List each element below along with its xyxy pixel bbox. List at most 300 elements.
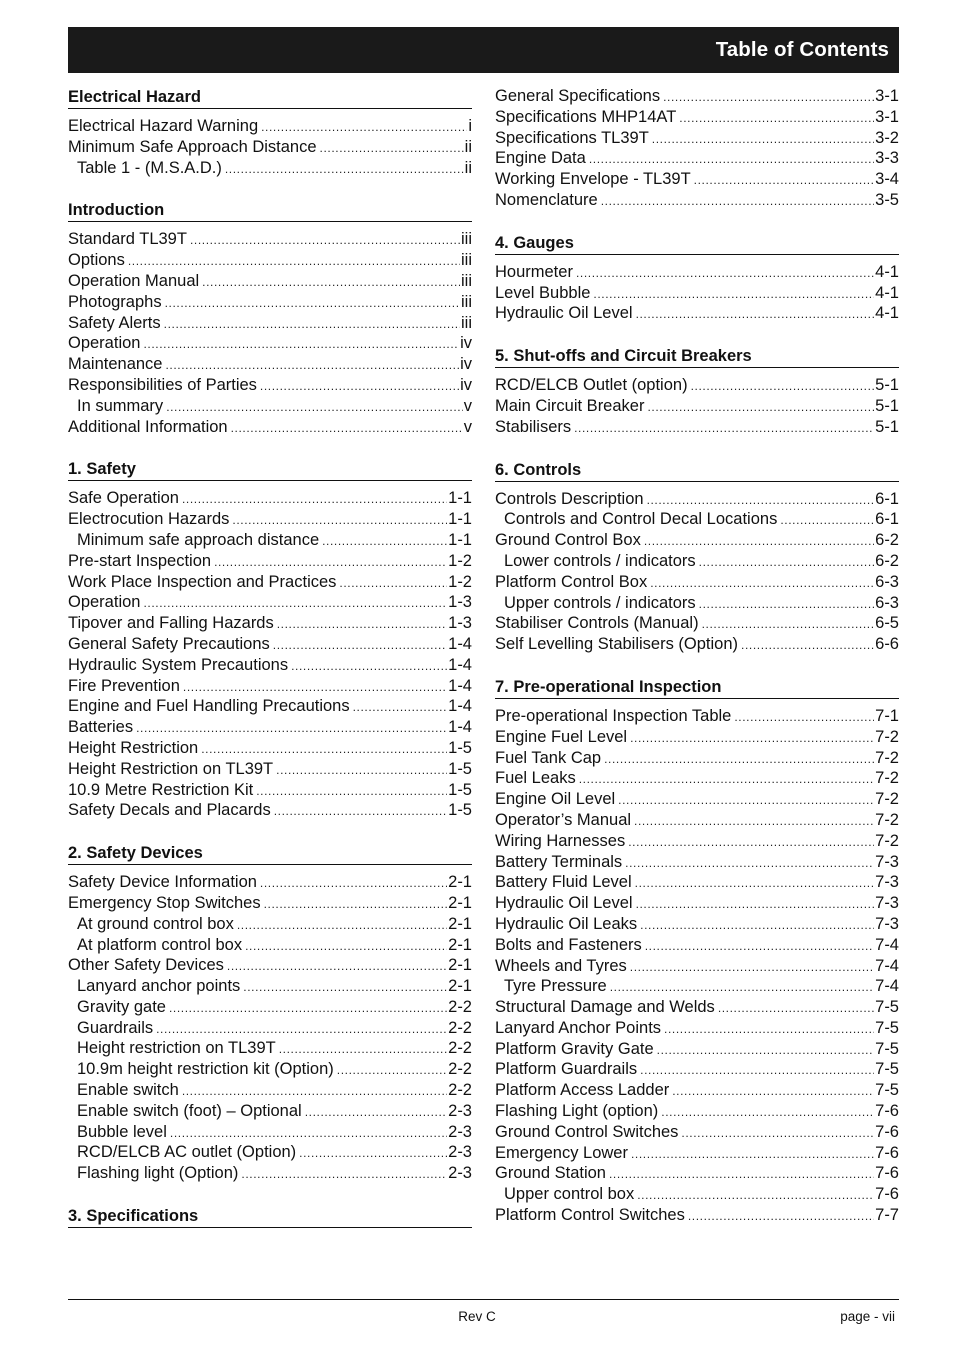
toc-entry[interactable] xyxy=(68,893,472,914)
toc-entry[interactable] xyxy=(495,997,899,1018)
toc-entry-page: 2-1 xyxy=(448,893,472,912)
toc-entry-page: 4-1 xyxy=(875,283,899,302)
toc-entry-label: Engine Data xyxy=(495,149,586,168)
toc-entry-label: Options xyxy=(68,251,125,270)
toc-entry[interactable] xyxy=(68,1142,472,1163)
toc-entry-label: Platform Gravity Gate xyxy=(495,1039,654,1058)
toc-entry-label: Ground Station xyxy=(495,1164,606,1183)
toc-entry[interactable] xyxy=(68,530,472,551)
toc-entry[interactable] xyxy=(495,1163,899,1184)
toc-entry-page: 7-6 xyxy=(875,1122,899,1141)
toc-entry[interactable] xyxy=(68,509,472,530)
toc-entry-label: Tyre Pressure xyxy=(504,977,607,996)
dot-leader xyxy=(702,614,875,635)
dot-leader xyxy=(718,998,874,1019)
toc-entry-page: 7-2 xyxy=(875,810,899,829)
toc-entry-page: 3-5 xyxy=(875,190,899,209)
toc-entry[interactable] xyxy=(68,592,472,613)
toc-entry-label: Standard TL39T xyxy=(68,230,187,249)
toc-entry[interactable] xyxy=(68,717,472,738)
toc-entry[interactable] xyxy=(68,1018,472,1039)
toc-entry-label: Safety Decals and Placards xyxy=(68,801,271,820)
toc-entry[interactable] xyxy=(68,955,472,976)
toc-entry-label: Platform Control Switches xyxy=(495,1206,685,1225)
toc-entry[interactable] xyxy=(68,696,472,717)
toc-entry[interactable] xyxy=(495,396,899,417)
toc-entry[interactable] xyxy=(495,935,899,956)
toc-entry-page: iii xyxy=(461,313,472,332)
toc-entry-page: 7-3 xyxy=(875,894,899,913)
toc-entry-label: Engine Fuel Level xyxy=(495,727,628,746)
toc-entry-page: 6-3 xyxy=(875,572,899,591)
dot-leader xyxy=(734,707,874,728)
toc-entry-page: 1-4 xyxy=(448,634,472,653)
toc-entry[interactable] xyxy=(68,1163,472,1184)
toc-entry-label: Wheels and Tyres xyxy=(495,956,627,975)
toc-entry[interactable] xyxy=(495,1059,899,1080)
dot-leader xyxy=(691,376,875,397)
toc-entry-label: Fire Prevention xyxy=(68,676,180,695)
toc-entry-label: Work Place Inspection and Practices xyxy=(68,572,337,591)
toc-entry-label: Bubble level xyxy=(77,1122,167,1141)
toc-entry[interactable] xyxy=(68,997,472,1018)
toc-entry-page: 7-2 xyxy=(875,831,899,850)
toc-entry-label: 10.9m height restriction kit (Option) xyxy=(77,1060,334,1079)
toc-entry[interactable] xyxy=(495,956,899,977)
toc-entry-page: 3-1 xyxy=(875,87,899,105)
dot-leader xyxy=(320,138,464,159)
toc-entry-label: General Specifications xyxy=(495,87,661,105)
toc-entry-label: Flashing Light (option) xyxy=(495,1102,659,1121)
toc-entry-label: In summary xyxy=(77,396,164,415)
toc-entry-label: Enable switch (foot) – Optional xyxy=(77,1101,302,1120)
toc-entry[interactable] xyxy=(68,551,472,572)
dot-leader xyxy=(260,873,447,894)
dot-leader xyxy=(579,769,874,790)
toc-entry[interactable] xyxy=(495,1080,899,1101)
toc-entry-label: Upper control box xyxy=(504,1185,635,1204)
toc-entry[interactable] xyxy=(495,107,899,128)
toc-entry-page: iii xyxy=(461,251,472,270)
dot-leader xyxy=(681,1123,874,1144)
dot-leader xyxy=(601,191,874,212)
dot-leader xyxy=(279,1039,447,1060)
toc-entry-label: Controls and Control Decal Locations xyxy=(504,510,778,529)
dot-leader xyxy=(169,998,447,1019)
dot-leader xyxy=(227,956,447,977)
toc-entry[interactable] xyxy=(495,634,899,655)
toc-entry[interactable] xyxy=(68,313,472,334)
toc-entry-label: Nomenclature xyxy=(495,190,598,209)
toc-entry-label: Hourmeter xyxy=(495,262,573,281)
dot-leader xyxy=(574,418,874,439)
dot-leader xyxy=(164,314,460,335)
toc-entry-page: 6-1 xyxy=(875,489,899,508)
dot-leader xyxy=(339,573,447,594)
toc-entry-page: 7-3 xyxy=(875,852,899,871)
dot-leader xyxy=(260,376,459,397)
toc-entry-label: Safety Device Information xyxy=(68,873,257,892)
toc-entry-label: Height Restriction on TL39T xyxy=(68,759,274,778)
dot-leader xyxy=(353,697,448,718)
dot-leader xyxy=(337,1060,447,1081)
toc-entry[interactable] xyxy=(68,800,472,821)
toc-entry[interactable] xyxy=(68,417,472,438)
dot-leader xyxy=(699,594,874,615)
toc-entry[interactable] xyxy=(495,169,899,190)
toc-entry-page: 1-4 xyxy=(448,676,472,695)
toc-entry[interactable] xyxy=(68,1080,472,1101)
toc-entry-label: Operation Manual xyxy=(68,271,200,290)
toc-entry[interactable] xyxy=(495,893,899,914)
toc-entry-label: Engine and Fuel Handling Precautions xyxy=(68,697,350,716)
dot-leader xyxy=(190,230,460,251)
toc-entry-page: 2-3 xyxy=(448,1122,472,1141)
toc-entry-label: Battery Terminals xyxy=(495,852,623,871)
toc-section xyxy=(68,1205,472,1228)
toc-entry-label: Lanyard Anchor Points xyxy=(495,1018,662,1037)
toc-entry-label: Operation xyxy=(68,334,141,353)
toc-entry-page: 6-1 xyxy=(875,510,899,529)
toc-entry[interactable] xyxy=(495,551,899,572)
toc-entry-page: 7-1 xyxy=(875,706,899,725)
toc-entry-page: 1-1 xyxy=(448,489,472,508)
toc-entry-label: Height restriction on TL39T xyxy=(77,1039,276,1058)
toc-entry[interactable] xyxy=(495,706,899,727)
toc-entry-label: Hydraulic Oil Level xyxy=(495,304,633,323)
toc-entry[interactable] xyxy=(495,1018,899,1039)
toc-entry-label: Other Safety Devices xyxy=(68,956,224,975)
dot-leader xyxy=(645,936,874,957)
dot-leader xyxy=(170,1123,447,1144)
toc-entry-label: Self Levelling Stabilisers (Option) xyxy=(495,635,739,654)
dot-leader xyxy=(182,1081,447,1102)
dot-leader xyxy=(647,397,874,418)
toc-entry-page: 7-6 xyxy=(875,1143,899,1162)
toc-entry[interactable] xyxy=(68,488,472,509)
toc-entry[interactable] xyxy=(495,190,899,211)
toc-entry-page: 7-4 xyxy=(875,935,899,954)
toc-section xyxy=(495,459,899,655)
dot-leader xyxy=(261,117,467,138)
section-heading: Electrical Hazard xyxy=(68,86,472,109)
dot-leader xyxy=(241,1164,447,1185)
toc-entry-label: Responsibilities of Parties xyxy=(68,375,257,394)
toc-entry-label: Hydraulic System Precautions xyxy=(68,655,289,674)
toc-column-right xyxy=(495,86,899,1247)
toc-entry-label: Stabilisers xyxy=(495,417,572,436)
toc-entry-label: Controls Description xyxy=(495,489,644,508)
toc-entry-label: Height Restriction xyxy=(68,738,199,757)
toc-entry-label: Batteries xyxy=(68,718,134,737)
dot-leader xyxy=(225,159,464,180)
toc-entry[interactable] xyxy=(68,250,472,271)
toc-entry[interactable] xyxy=(495,613,899,634)
toc-entry[interactable] xyxy=(495,417,899,438)
toc-entry-page: 7-5 xyxy=(875,1018,899,1037)
toc-entry-label: Level Bubble xyxy=(495,283,591,302)
toc-entry[interactable] xyxy=(495,1143,899,1164)
toc-entry-page: 2-1 xyxy=(448,914,472,933)
toc-section xyxy=(68,199,472,437)
toc-entry[interactable] xyxy=(495,128,899,149)
dot-leader xyxy=(276,760,447,781)
dot-leader xyxy=(635,873,874,894)
toc-entry-page: 7-6 xyxy=(875,1185,899,1204)
toc-entry[interactable] xyxy=(495,530,899,551)
toc-entry[interactable] xyxy=(495,593,899,614)
dot-leader xyxy=(652,129,874,150)
toc-entry-page: 7-5 xyxy=(875,1060,899,1079)
section-heading: 2. Safety Devices xyxy=(68,842,472,865)
footer-divider xyxy=(68,1299,899,1300)
toc-entry[interactable] xyxy=(495,872,899,893)
toc-entry-page: 2-2 xyxy=(448,1018,472,1037)
toc-entry-page: 1-1 xyxy=(448,530,472,549)
toc-entry[interactable] xyxy=(68,655,472,676)
toc-entry-label: Electrical Hazard Warning xyxy=(68,117,259,135)
toc-entry-page: 5-1 xyxy=(875,376,899,395)
toc-entry-page: i xyxy=(468,117,472,135)
page-header xyxy=(68,27,899,73)
toc-column-left xyxy=(68,86,472,1249)
toc-entry[interactable] xyxy=(68,116,472,137)
toc-entry[interactable] xyxy=(495,509,899,530)
toc-entry[interactable] xyxy=(68,634,472,655)
toc-entry-label: Hydraulic Oil Level xyxy=(495,894,633,913)
dot-leader xyxy=(637,1185,874,1206)
toc-entry[interactable] xyxy=(68,333,472,354)
toc-entry[interactable] xyxy=(495,852,899,873)
dot-leader xyxy=(664,1019,874,1040)
dot-leader xyxy=(156,1019,447,1040)
dot-leader xyxy=(291,656,447,677)
dot-leader xyxy=(657,1040,875,1061)
toc-entry[interactable] xyxy=(68,375,472,396)
toc-entry[interactable] xyxy=(68,1059,472,1080)
dot-leader xyxy=(661,1102,874,1123)
toc-entry-label: Emergency Stop Switches xyxy=(68,893,261,912)
toc-entry-page: v xyxy=(463,396,472,415)
dot-leader xyxy=(232,510,447,531)
toc-entry-page: 2-3 xyxy=(448,1143,472,1162)
toc-entry-label: Safety Alerts xyxy=(68,313,161,332)
toc-entry[interactable] xyxy=(495,86,899,107)
toc-entry-label: Safe Operation xyxy=(68,489,179,508)
toc-entry-page: 2-1 xyxy=(448,977,472,996)
toc-entry-page: 1-4 xyxy=(448,718,472,737)
dot-leader xyxy=(237,915,447,936)
toc-entry-page: 7-6 xyxy=(875,1102,899,1121)
toc-entry[interactable] xyxy=(68,158,472,179)
toc-entry-page: 6-3 xyxy=(875,593,899,612)
dot-leader xyxy=(604,749,874,770)
toc-entry-label: Hydraulic Oil Leaks xyxy=(495,914,638,933)
dot-leader xyxy=(636,304,875,325)
section-heading: 3. Specifications xyxy=(68,1205,472,1228)
dot-leader xyxy=(634,811,874,832)
dot-leader xyxy=(688,1206,874,1227)
toc-entry[interactable] xyxy=(68,935,472,956)
toc-entry[interactable] xyxy=(68,976,472,997)
toc-entry-label: Platform Guardrails xyxy=(495,1060,638,1079)
toc-entry[interactable] xyxy=(68,676,472,697)
toc-entry-page: 1-5 xyxy=(448,738,472,757)
dot-leader xyxy=(277,614,447,635)
toc-entry[interactable] xyxy=(495,572,899,593)
toc-entry-label: Wiring Harnesses xyxy=(495,831,626,850)
dot-leader xyxy=(136,718,447,739)
section-heading: 7. Pre-operational Inspection xyxy=(495,676,899,699)
toc-entry-label: Tipover and Falling Hazards xyxy=(68,614,274,633)
toc-entry-page: 2-1 xyxy=(448,935,472,954)
toc-entry-page: 7-2 xyxy=(875,790,899,809)
toc-section xyxy=(68,86,472,178)
toc-entry-label: Gravity gate xyxy=(77,997,166,1016)
toc-entry-page: 7-5 xyxy=(875,1081,899,1100)
dot-leader xyxy=(609,1164,874,1185)
toc-entry-label: Table 1 - (M.S.A.D.) xyxy=(77,158,222,177)
toc-entry[interactable] xyxy=(495,303,899,324)
toc-entry-label: Platform Control Box xyxy=(495,572,648,591)
dot-leader xyxy=(625,853,874,874)
toc-entry-page: 7-3 xyxy=(875,873,899,892)
dot-leader xyxy=(650,573,874,594)
toc-entry[interactable] xyxy=(495,727,899,748)
toc-entry-label: Emergency Lower xyxy=(495,1143,628,1162)
toc-section xyxy=(495,86,899,211)
toc-entry[interactable] xyxy=(68,396,472,417)
dot-leader xyxy=(166,397,463,418)
toc-entry-page: 2-2 xyxy=(448,1060,472,1079)
toc-entry-label: 10.9 Metre Restriction Kit xyxy=(68,780,254,799)
toc-entry-page: 7-7 xyxy=(875,1206,899,1225)
toc-entry-page: 7-2 xyxy=(875,727,899,746)
toc-entry-page: 1-4 xyxy=(448,697,472,716)
toc-entry[interactable] xyxy=(68,271,472,292)
toc-entry-label: Structural Damage and Welds xyxy=(495,998,715,1017)
dot-leader xyxy=(672,1081,874,1102)
dot-leader xyxy=(305,1102,447,1123)
toc-entry[interactable] xyxy=(495,748,899,769)
toc-entry-page: iv xyxy=(460,375,472,394)
toc-section xyxy=(68,458,472,821)
toc-entry-label: Minimum safe approach distance xyxy=(77,530,320,549)
dot-leader xyxy=(640,915,874,936)
footer-page-number: page - vii xyxy=(840,1309,895,1324)
toc-entry-label: Lanyard anchor points xyxy=(77,977,241,996)
toc-entry[interactable] xyxy=(495,768,899,789)
dot-leader xyxy=(699,552,874,573)
toc-entry[interactable] xyxy=(68,914,472,935)
toc-entry[interactable] xyxy=(68,780,472,801)
toc-entry[interactable] xyxy=(495,810,899,831)
toc-entry[interactable] xyxy=(68,292,472,313)
toc-entry-page: 1-2 xyxy=(448,551,472,570)
dot-leader xyxy=(636,894,875,915)
toc-entry-label: Electrocution Hazards xyxy=(68,510,230,529)
toc-entry-page: 2-2 xyxy=(448,1081,472,1100)
toc-entry[interactable] xyxy=(495,283,899,304)
toc-entry[interactable] xyxy=(68,738,472,759)
dot-leader xyxy=(679,108,874,129)
toc-entry[interactable] xyxy=(68,1122,472,1143)
toc-entry[interactable] xyxy=(68,229,472,250)
toc-entry[interactable] xyxy=(68,572,472,593)
toc-entry-page: 7-4 xyxy=(875,977,899,996)
toc-entry[interactable] xyxy=(495,1205,899,1226)
dot-leader xyxy=(182,489,447,510)
dot-leader xyxy=(128,251,460,272)
toc-entry-label: Engine Oil Level xyxy=(495,790,616,809)
toc-entry[interactable] xyxy=(68,137,472,158)
section-heading: 6. Controls xyxy=(495,459,899,482)
toc-entry-label: Ground Control Switches xyxy=(495,1122,679,1141)
toc-entry-page: 6-2 xyxy=(875,531,899,550)
toc-entry-page: 7-4 xyxy=(875,956,899,975)
dot-leader xyxy=(610,977,874,998)
dot-leader xyxy=(593,284,874,305)
toc-entry-label: Maintenance xyxy=(68,355,163,374)
dot-leader xyxy=(274,801,447,822)
toc-entry[interactable] xyxy=(495,976,899,997)
toc-entry[interactable] xyxy=(495,148,899,169)
toc-entry[interactable] xyxy=(495,1101,899,1122)
toc-entry-page: iv xyxy=(460,355,472,374)
toc-entry-label: Fuel Tank Cap xyxy=(495,748,602,767)
toc-entry-page: iii xyxy=(461,230,472,249)
toc-entry-label: Minimum Safe Approach Distance xyxy=(68,137,317,156)
toc-entry-page: 1-2 xyxy=(448,572,472,591)
toc-entry[interactable] xyxy=(495,1039,899,1060)
footer-revision: Rev C xyxy=(458,1309,496,1324)
toc-section xyxy=(495,676,899,1226)
toc-entry-page: 3-4 xyxy=(875,170,899,189)
toc-entry[interactable] xyxy=(68,872,472,893)
dot-leader xyxy=(143,593,447,614)
toc-entry[interactable] xyxy=(495,375,899,396)
toc-entry[interactable] xyxy=(68,354,472,375)
dot-leader xyxy=(165,293,460,314)
toc-entry-page: v xyxy=(463,417,472,436)
toc-entry[interactable] xyxy=(495,1184,899,1205)
toc-entry[interactable] xyxy=(68,759,472,780)
toc-entry[interactable] xyxy=(495,1122,899,1143)
dot-leader xyxy=(694,170,874,191)
toc-entry[interactable] xyxy=(495,489,899,510)
dot-leader xyxy=(165,355,459,376)
toc-entry[interactable] xyxy=(68,1101,472,1122)
toc-entry-page: 1-1 xyxy=(448,510,472,529)
toc-entry[interactable] xyxy=(68,1038,472,1059)
toc-entry[interactable] xyxy=(495,789,899,810)
dot-leader xyxy=(201,739,447,760)
toc-entry[interactable] xyxy=(68,613,472,634)
dot-leader xyxy=(231,418,463,439)
dot-leader xyxy=(273,635,447,656)
toc-entry-label: Specifications TL39T xyxy=(495,128,649,147)
toc-entry-label: Guardrails xyxy=(77,1018,154,1037)
toc-entry[interactable] xyxy=(495,262,899,283)
toc-entry-page: 2-2 xyxy=(448,1039,472,1058)
toc-entry[interactable] xyxy=(495,914,899,935)
toc-entry-label: Additional Information xyxy=(68,417,228,436)
toc-entry-page: 5-1 xyxy=(875,396,899,415)
toc-entry[interactable] xyxy=(495,831,899,852)
toc-entry-label: Specifications MHP14AT xyxy=(495,107,677,126)
dot-leader xyxy=(589,149,874,170)
toc-entry-page: 7-5 xyxy=(875,998,899,1017)
